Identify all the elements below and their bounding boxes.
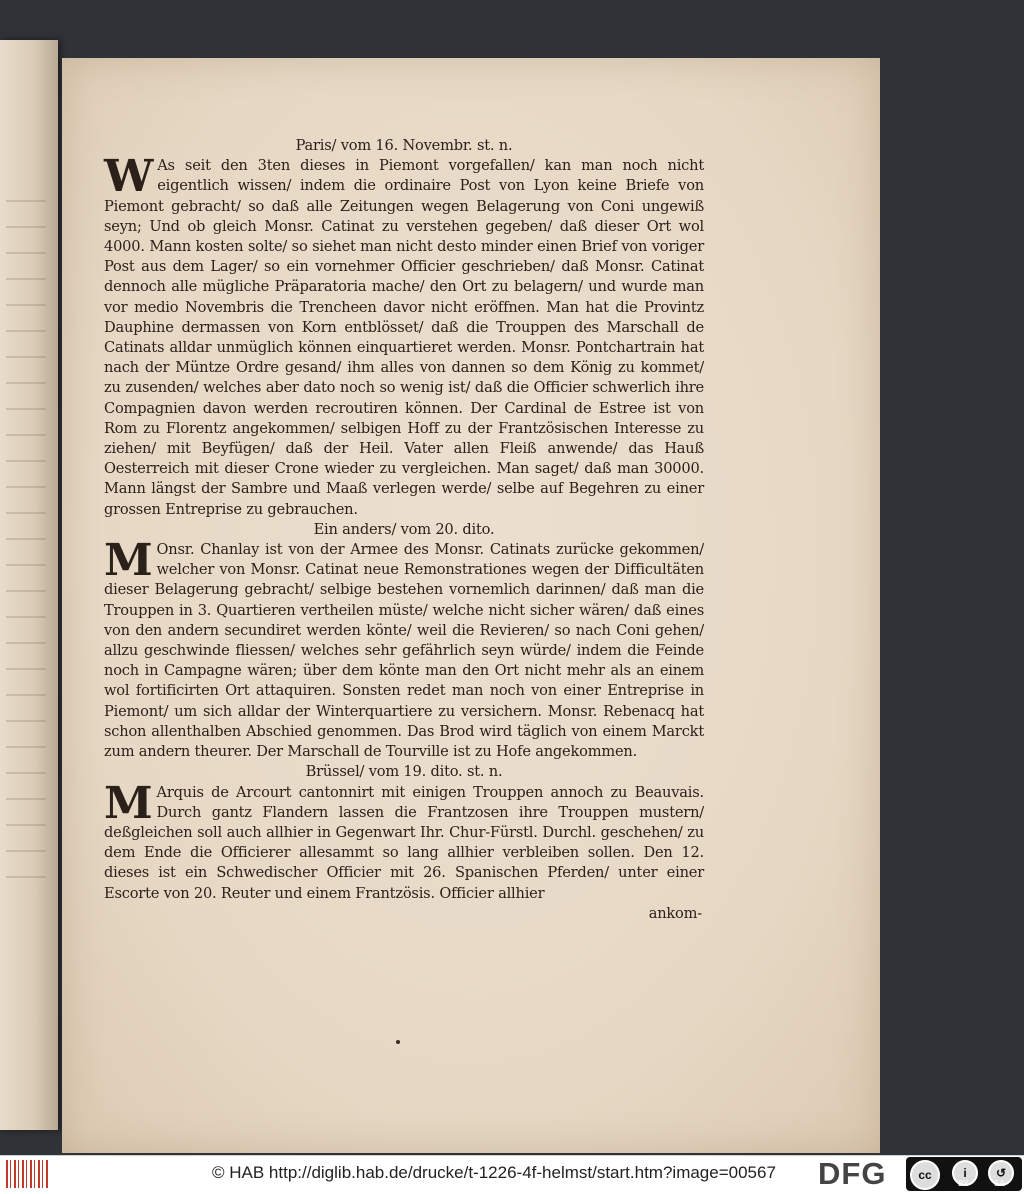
sa-label: SA [994,1179,1005,1188]
paragraph-bruessel [104,777,704,904]
dateline-ein-anders: Ein anders/ vom 20. dito. [313,520,495,538]
previous-page-edge [0,40,58,1130]
cc-icon: cc [910,1160,940,1190]
dateline-paris: Paris/ vom 16. Novembr. st. n. [295,137,513,154]
paragraph-paris-text: As seit den 3ten dieses in Piemont vorgefallen/ kan man noch nicht eigentlich wissen/ indem die ordinaire Post von Lyon keine Briefe von Piemont gebracht/ so daß alle Zeitungen wegen Belagerung von Coni ungewiß seyn; Und ob gleich Monsr. Catinat zu verstehen gegeben/ daß dieser Ort wol 4000. Mann kosten solte/ so siehet man nicht desto minder einen Brief von voriger Post aus dem Lager/ so ein vornehmer Officier geschrieben/ daß Monsr. Catinat dennoch alle mügliche Präparatoria mache/ den Ort zu belagern/ und wurde man vor medio Novembris die Trencheen davor nicht eröffnen. Man hat die Provintz Dauphine dermassen von Korn entblösset/ daß die Trouppen des Marschall de Catinats alldar unmüglich können einquartieret werden. Monsr. Pontchartrain hat nach der Müntze Ordre gesand/ ihm alles von dannen so dem König zu kommet/ zu zusenden/ welches aber dato noch so wenig ist/ daß die Officier schwerlich ihre Compagnien davon werden recroutiren können. Der Cardinal de Estree ist von Rom zu Florentz angekommen/ selbigen Hoff zu der Frantzösischen Interesse zu ziehen/ mit Beyfügen/ daß der Heil. Vater allen Fleiß anwende/ das Hauß Oesterreich mit dieser Crone wieder zu vergleichen. Man saget/ daß man 30000. Mann längst der Sambre und Maaß verlegen werde/ selbe auf Begehren zu einer grossen Entreprise zu gebrauchen. [104,157,704,518]
ink-dot [396,1040,400,1044]
source-link[interactable]: © HAB http://diglib.hab.de/drucke/t-1226-4f-helmst/start.htm?image=00567 [212,1163,776,1182]
paragraph-ein-anders-text: Onsr. Chanlay ist von der Armee des Monsr. Catinats zurücke gekommen/ welcher von Monsr. Catinat neue Remonstrationes wegen der Difficultäten dieser Belagerung gebracht/ selbige bestehen vornemlich darinnen/ daß man die Trouppen in 3. Quartieren vertheilen müste/ welche nicht sicher wären/ daß eines von den andern secundiret werden könte/ weil die Revieren/ so nach Coni gehen/ allzu geschwinde fliessen/ welches sehr gefährlich seyn würde/ indem die Feinde noch in Campagne wären; über dem könte man den Ort nicht mehr als an einem wol fortificirten Ort attaquiren. Sonsten redet man noch von einer Entreprise in Piemont/ um sich alldar der Winterquartiere zu versichern. Monsr. Rebenacq hat schon allenthalben Abschied genommen. Das Brod wird täglich von einem Marckt zum andern theurer. Der Marschall de Tourville ist zu Hofe angekommen. [104,541,704,761]
page-text [104,136,704,924]
barcode-icon [6,1160,50,1188]
sa-icon: ↺ [988,1160,1014,1186]
creative-commons-license-icon[interactable] [906,1157,1022,1191]
by-label: BY [958,1179,969,1188]
dateline-bruessel: Brüssel/ vom 19. dito. st. n. [305,763,503,781]
paragraph-ein-anders [104,535,704,762]
drop-cap: M [104,777,153,829]
by-icon: i [952,1160,978,1186]
paragraph-paris [104,151,704,520]
dfg-logo: DFG [818,1156,887,1191]
drop-cap: M [104,535,153,587]
catchword: ankom- [648,904,702,922]
paragraph-bruessel-text: Arquis de Arcourt cantonnirt mit einigen Trouppen annoch zu Beauvais. Durch gantz Flandern lassen die Frantzosen ihre Trouppen mustern/ deßgleichen soll auch allhier in Gegenwart Ihr. Chur-Fürstl. Durchl. geschehen/ zu dem Ende die Officierer allesammt so lang allhier verbleiben sollen. Den 12. dieses ist ein Schwedischer Officier mit 26. Spanischen Pferden/ unter einer Escorte von 20. Reuter und einem Frantzösis. Officier allhier [104,783,704,902]
drop-cap: W [104,151,154,203]
